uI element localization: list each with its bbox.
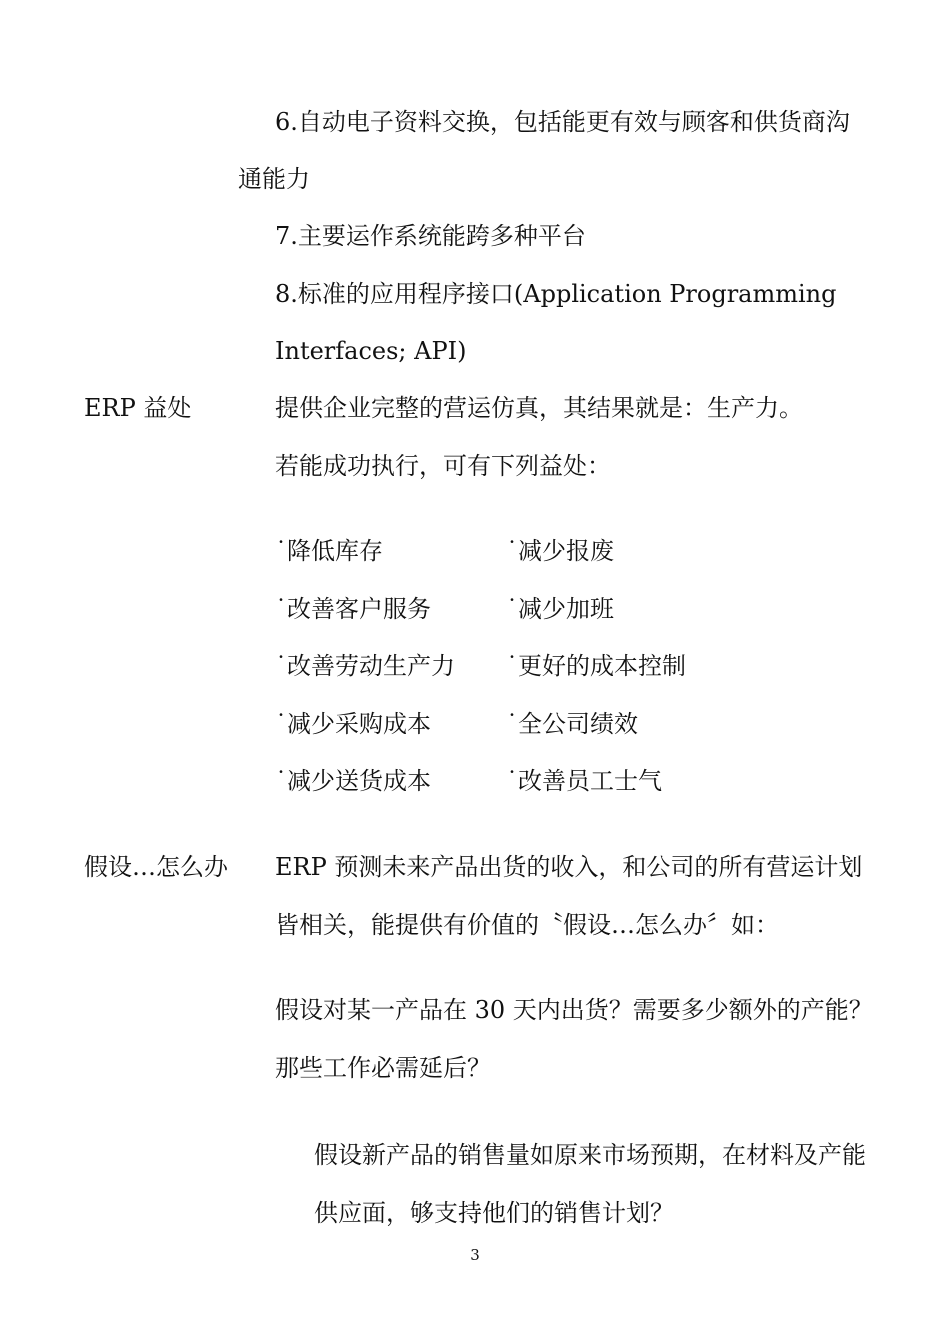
benefit-left-5: ˙减少送货成本 — [275, 767, 431, 795]
what-if-example1-line2: 那些工作必需延后？ — [275, 1054, 491, 1082]
what-if-intro-line1: ERP 预测未来产品出货的收入，和公司的所有营运计划 — [275, 853, 863, 881]
benefit-right-5: ˙改善员工士气 — [506, 767, 662, 795]
benefit-left-2: ˙改善客户服务 — [275, 595, 431, 623]
section-heading-erp-benefits: ERP 益处 — [84, 394, 192, 422]
what-if-example2-line1: 假设新产品的销售量如原来市场预期，在材料及产能 — [314, 1141, 866, 1169]
list-item-8-line2: Interfaces; API) — [275, 337, 467, 365]
list-item-6-line1: 6.自动电子资料交换，包括能更有效与顾客和供货商沟 — [275, 108, 850, 136]
list-item-7: 7.主要运作系统能跨多种平台 — [275, 222, 586, 250]
section-heading-what-if: 假设…怎么办 — [84, 853, 228, 881]
benefit-right-2: ˙减少加班 — [506, 595, 614, 623]
list-item-6-line2: 通能力 — [238, 165, 310, 193]
benefit-right-3: ˙更好的成本控制 — [506, 652, 686, 680]
list-item-8-line1: 8.标准的应用程序接口(Application Programming — [275, 280, 837, 308]
benefit-left-1: ˙降低库存 — [275, 537, 383, 565]
benefit-left-3: ˙改善劳动生产力 — [275, 652, 455, 680]
what-if-intro-line2: 皆相关，能提供有价值的〝假设…怎么办〞如： — [275, 911, 779, 939]
what-if-example2-line2: 供应面，够支持他们的销售计划？ — [314, 1199, 674, 1227]
what-if-example1-line1: 假设对某一产品在 30 天内出货？需要多少额外的产能？ — [275, 996, 873, 1024]
benefits-intro-line1: 提供企业完整的营运仿真，其结果就是：生产力。 — [275, 394, 803, 422]
benefit-right-1: ˙减少报废 — [506, 537, 614, 565]
page-number: 3 — [470, 1246, 480, 1264]
benefit-right-4: ˙全公司绩效 — [506, 710, 638, 738]
benefit-left-4: ˙减少采购成本 — [275, 710, 431, 738]
benefits-intro-line2: 若能成功执行，可有下列益处： — [275, 452, 611, 480]
